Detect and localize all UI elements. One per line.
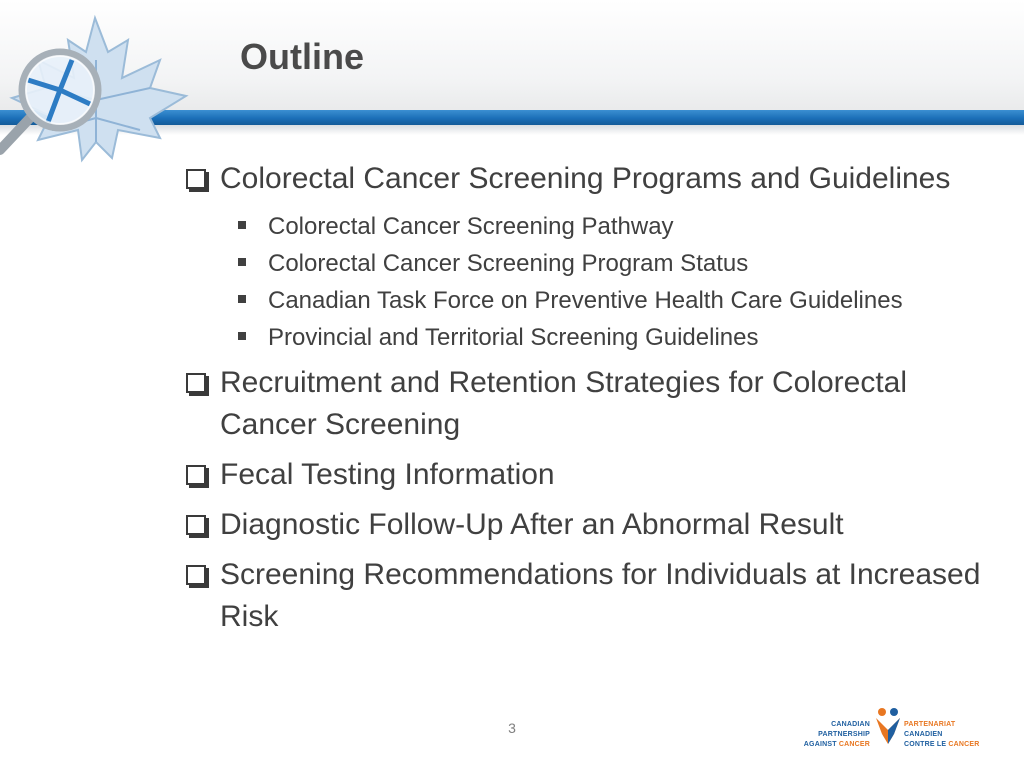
outline-item: Fecal Testing Information <box>186 454 1006 496</box>
partnership-figure-icon <box>874 706 902 746</box>
outline-subitems <box>186 208 1006 356</box>
square-bullet-icon <box>238 258 246 266</box>
square-bullet-icon <box>238 221 246 229</box>
maple-leaf-magnifier-icon <box>0 0 200 190</box>
outline-list <box>186 158 1006 646</box>
outline-item: Recruitment and Retention Strategies for Colorectal Cancer Screening <box>186 362 1006 446</box>
logo-text-english: CANADIAN PARTNERSHIP AGAINST CANCER <box>803 721 870 748</box>
outline-item: Screening Recommendations for Individuals at Increased Risk <box>186 554 1006 638</box>
square-bullet-icon <box>238 332 246 340</box>
square-bullet-icon <box>238 295 246 303</box>
checkbox-bullet-icon <box>186 169 206 189</box>
outline-subitem: Colorectal Cancer Screening Program Status <box>238 245 1006 282</box>
checkbox-bullet-icon <box>186 515 206 535</box>
outline-item: Colorectal Cancer Screening Programs and Guidelines <box>186 158 1006 200</box>
outline-item: Diagnostic Follow-Up After an Abnormal Result <box>186 504 1006 546</box>
page-number: 3 <box>508 720 516 736</box>
outline-subitem: Provincial and Territorial Screening Guidelines <box>238 319 1006 356</box>
outline-subitem: Colorectal Cancer Screening Pathway <box>238 208 1006 245</box>
partnership-logo <box>786 704 996 748</box>
logo-text-french: PARTENARIAT CANADIEN CONTRE LE CANCER <box>904 721 980 748</box>
checkbox-bullet-icon <box>186 465 206 485</box>
slide-title: Outline <box>240 36 364 77</box>
checkbox-bullet-icon <box>186 565 206 585</box>
checkbox-bullet-icon <box>186 373 206 393</box>
outline-subitem: Canadian Task Force on Preventive Health Care Guidelines <box>238 282 1006 319</box>
